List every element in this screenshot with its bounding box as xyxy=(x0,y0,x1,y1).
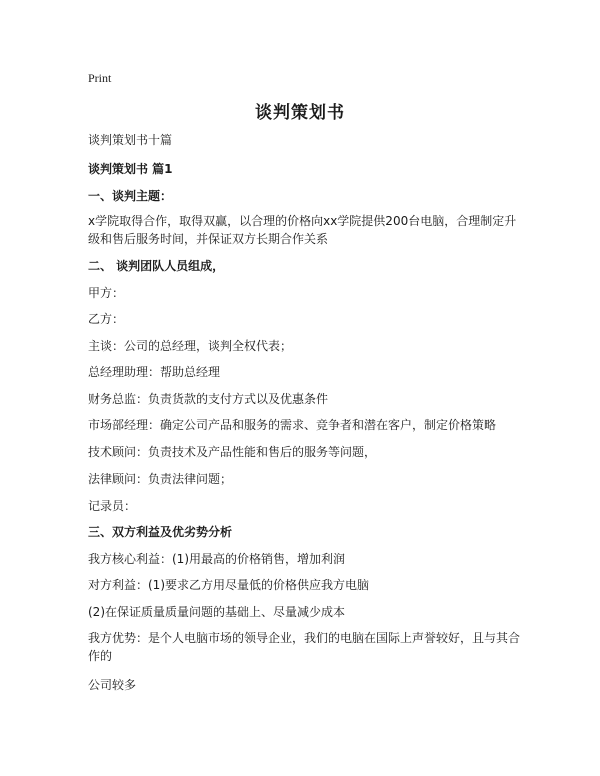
role-finance-director: 财务总监：负责货款的支付方式以及优惠条件 xyxy=(88,392,329,406)
party-a-line: 甲方： xyxy=(88,286,125,300)
their-interest: 对方利益：(1)要求乙方用尽量低的价格供应我方电脑 xyxy=(88,578,370,592)
heading-team-members: 二、 谈判团队人员组成， xyxy=(88,259,225,273)
role-technical-advisor: 技术顾问：负责技术及产品性能和售后的服务等问题， xyxy=(88,445,377,459)
heading-negotiation-topic: 一、谈判主题： xyxy=(88,189,173,203)
role-assistant: 总经理助理：帮助总经理 xyxy=(88,365,221,379)
our-core-interest: 我方核心利益：(1)用最高的价格销售，增加利润 xyxy=(88,552,345,566)
paragraph-negotiation-topic: x学院取得合作，取得双赢，以合理的价格向xx学院提供200台电脑，合理制定升级和售后服务时间，并保证双方长期合作关系 xyxy=(88,214,517,246)
section-title: 谈判策划书 篇1 xyxy=(88,162,173,176)
role-marketing-manager: 市场部经理：确定公司产品和服务的需求、竞争者和潜在客户，制定价格策略 xyxy=(88,418,497,432)
our-advantage-cont: 公司较多 xyxy=(88,678,137,692)
our-advantage: 我方优势：是个人电脑市场的领导企业，我们的电脑在国际上声誉较好，且与其合作的 xyxy=(88,631,521,663)
document-subtitle: 谈判策划书十篇 xyxy=(88,133,173,147)
print-link[interactable]: Print xyxy=(88,71,112,85)
role-lead-negotiator: 主谈：公司的总经理，谈判全权代表； xyxy=(88,339,293,353)
document-title: 谈判策划书 xyxy=(255,103,345,123)
heading-interest-analysis: 三、双方利益及优劣势分析 xyxy=(88,525,233,539)
role-recorder: 记录员： xyxy=(88,499,137,513)
role-legal-advisor: 法律顾问：负责法律问题； xyxy=(88,472,233,486)
their-interest-cont: (2)在保证质量质量问题的基础上、尽量减少成本 xyxy=(88,605,345,619)
party-b-line: 乙方： xyxy=(88,312,125,326)
